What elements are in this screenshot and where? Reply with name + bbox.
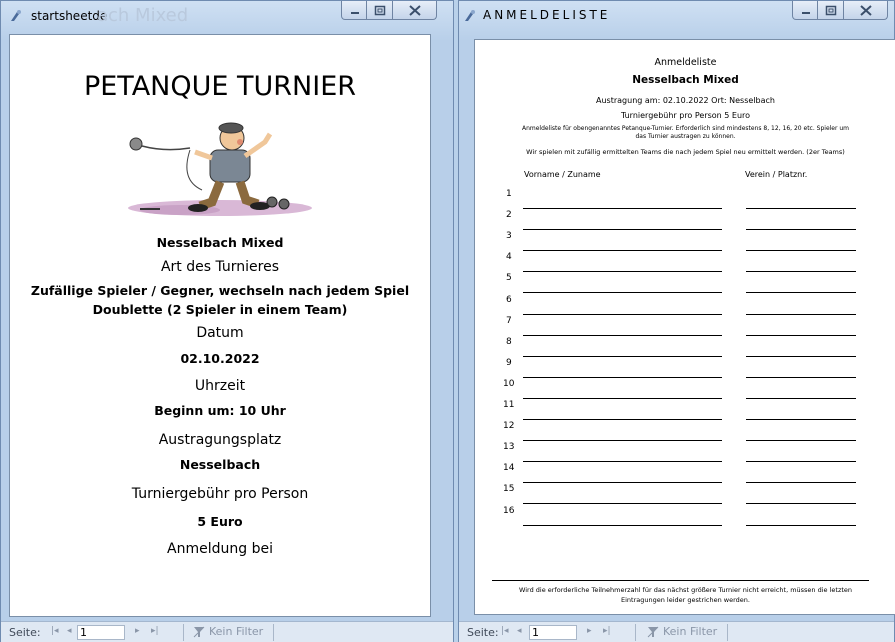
title-bar[interactable] xyxy=(459,1,894,31)
time-label: Uhrzeit xyxy=(194,378,246,394)
divider xyxy=(273,624,274,641)
report-page-startsheet xyxy=(9,34,431,617)
row-number: 1 xyxy=(506,189,512,199)
row-number: 7 xyxy=(506,315,512,326)
name-entry-line xyxy=(523,314,722,315)
name-entry-line xyxy=(523,292,722,293)
club-entry-line xyxy=(746,292,856,293)
club-entry-line xyxy=(746,356,856,357)
club-entry-line xyxy=(746,398,856,399)
footer-line-2: Eintragungen leider gestrichen werden. xyxy=(621,596,750,604)
row-number: 10 xyxy=(503,378,515,389)
list-heading: Anmeldeliste xyxy=(654,57,717,68)
row-number: 2 xyxy=(506,210,512,221)
filter-icon xyxy=(193,626,205,638)
row-number: 9 xyxy=(506,357,512,368)
minimize-icon xyxy=(793,1,819,20)
event-name: Nesselbach Mixed xyxy=(156,235,284,250)
maximize-button[interactable] xyxy=(367,1,393,20)
close-icon xyxy=(844,1,888,20)
previous-page-icon[interactable]: ◂ xyxy=(517,626,522,636)
report-page-anmeldeliste xyxy=(474,39,895,615)
name-entry-line xyxy=(523,377,722,378)
type-line-2: Doublette (2 Spieler in einem Team) xyxy=(92,302,348,317)
note-line-1: Anmeldeliste für obengenanntes Petanque-Turnier. Erforderlich sind mindestens 8, 12, 16, 20 etc. Spieler um xyxy=(521,125,850,132)
club-entry-line xyxy=(746,335,856,336)
filter-button[interactable] xyxy=(193,625,263,640)
club-entry-line xyxy=(746,377,856,378)
report-window-anmeldeliste xyxy=(458,0,895,642)
date-label: Datum xyxy=(196,325,244,341)
previous-page-icon[interactable]: ◂ xyxy=(67,626,72,636)
registration-label: Anmeldung bei xyxy=(167,541,273,557)
name-entry-line xyxy=(523,419,722,420)
date-value: 02.10.2022 xyxy=(180,351,260,366)
club-entry-line xyxy=(746,229,856,230)
event-name: Nesselbach Mixed xyxy=(632,74,739,86)
filter-label: Kein Filter xyxy=(209,625,264,638)
close-button[interactable] xyxy=(844,1,888,20)
row-number: 13 xyxy=(503,442,515,453)
page-label: Seite: xyxy=(467,626,499,639)
column-header-name: Vorname / Zuname xyxy=(524,170,601,179)
record-navigation-bar xyxy=(459,621,894,642)
close-icon xyxy=(393,1,437,20)
fee-label: Turniergebühr pro Person xyxy=(131,486,309,502)
filter-label: Kein Filter xyxy=(663,625,718,638)
row-number: 12 xyxy=(503,421,515,432)
petanque-player-illustration xyxy=(120,120,320,220)
date-line: Austragung am: 02.10.2022 Ort: Nesselbach xyxy=(596,96,775,105)
page-label: Seite: xyxy=(9,626,41,639)
note-line-2: das Turnier austragen zu können. xyxy=(635,133,736,140)
footer-line-1: Wird die erforderliche Teilnehmerzahl für das nächst größere Turnier nicht erreicht, müssen die letzten xyxy=(518,586,853,594)
name-entry-line xyxy=(523,503,722,504)
filter-button[interactable] xyxy=(647,625,717,640)
page-heading: PETANQUE TURNIER xyxy=(83,71,357,102)
name-entry-line xyxy=(523,335,722,336)
minimize-button[interactable] xyxy=(792,1,818,20)
time-value: Beginn um: 10 Uhr xyxy=(154,403,286,418)
row-number: 15 xyxy=(503,484,515,495)
report-app-icon xyxy=(463,9,479,23)
last-page-icon[interactable]: ▸| xyxy=(151,626,159,636)
first-page-icon[interactable]: |◂ xyxy=(51,626,59,636)
club-entry-line xyxy=(746,271,856,272)
divider xyxy=(727,624,728,641)
divider xyxy=(635,624,636,641)
fee-line: Turniergebühr pro Person 5 Euro xyxy=(620,111,751,120)
first-page-icon[interactable]: |◂ xyxy=(501,626,509,636)
column-header-club: Verein / Platznr. xyxy=(745,170,808,179)
last-page-icon[interactable]: ▸| xyxy=(603,626,611,636)
name-entry-line xyxy=(523,208,722,209)
window-title: ANMELDELISTE xyxy=(483,8,611,22)
row-number: 3 xyxy=(506,231,512,242)
name-entry-line xyxy=(523,250,722,251)
name-entry-line xyxy=(523,229,722,230)
club-entry-line xyxy=(746,250,856,251)
close-button[interactable] xyxy=(393,1,437,20)
name-entry-line xyxy=(523,461,722,462)
name-entry-line xyxy=(523,482,722,483)
club-entry-line xyxy=(746,314,856,315)
record-navigation-bar xyxy=(1,621,453,642)
name-entry-line xyxy=(523,356,722,357)
type-label: Art des Turnieres xyxy=(160,259,280,275)
name-entry-line xyxy=(523,440,722,441)
minimize-icon xyxy=(342,1,368,20)
maximize-button[interactable] xyxy=(818,1,844,20)
maximize-icon xyxy=(367,1,393,20)
club-entry-line xyxy=(746,208,856,209)
venue-label: Austragungsplatz xyxy=(158,432,282,448)
club-entry-line xyxy=(746,503,856,504)
filter-icon xyxy=(647,626,659,638)
club-entry-line xyxy=(746,525,856,526)
row-number: 8 xyxy=(506,336,512,347)
venue-value: Nesselbach xyxy=(179,457,261,472)
maximize-icon xyxy=(818,1,844,20)
window-title: startsheetde xyxy=(31,9,108,23)
name-entry-line xyxy=(523,271,722,272)
name-entry-line xyxy=(523,525,722,526)
club-entry-line xyxy=(746,440,856,441)
page-number-input[interactable]: 1 xyxy=(77,625,125,640)
page-number-input[interactable]: 1 xyxy=(529,625,577,640)
next-page-icon[interactable]: ▸ xyxy=(135,626,140,636)
note-line-3: Wir spielen mit zufällig ermittelten Teams die nach jedem Spiel neu ermittelt werden. (2er Teams) xyxy=(526,148,845,156)
row-number: 5 xyxy=(506,273,512,284)
club-entry-line xyxy=(746,419,856,420)
minimize-button[interactable] xyxy=(341,1,367,20)
divider xyxy=(183,624,184,641)
row-number: 16 xyxy=(503,505,515,516)
fee-value: 5 Euro xyxy=(197,514,243,529)
row-number: 4 xyxy=(506,252,512,263)
club-entry-line xyxy=(746,461,856,462)
club-entry-line xyxy=(746,482,856,483)
type-line-1: Zufällige Spieler / Gegner, wechseln nach jedem Spiel xyxy=(30,283,410,298)
row-number: 14 xyxy=(503,463,515,474)
footer-rule xyxy=(492,580,869,581)
row-number: 11 xyxy=(503,400,515,410)
background-ghost-text: ach Mixed xyxy=(97,5,189,26)
title-bar[interactable] xyxy=(1,1,453,31)
report-app-icon xyxy=(9,9,25,23)
row-number: 6 xyxy=(506,294,512,305)
name-entry-line xyxy=(523,398,722,399)
next-page-icon[interactable]: ▸ xyxy=(587,626,592,636)
